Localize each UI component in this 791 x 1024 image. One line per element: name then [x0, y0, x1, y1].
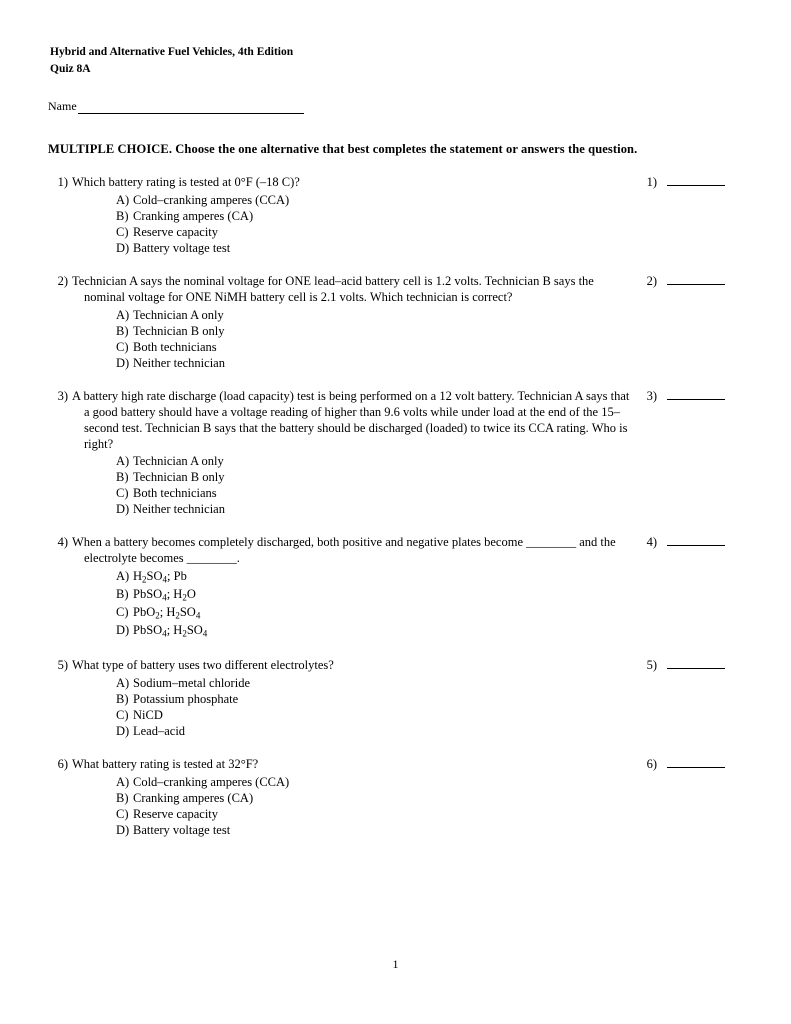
choice-option[interactable]: [116, 622, 637, 640]
choice-text: Sodium–metal chloride: [133, 676, 250, 691]
choice-text: Technician B only: [133, 470, 225, 485]
choice-label: D): [116, 241, 130, 256]
answer-number: 6): [646, 757, 657, 772]
choice-label: D): [116, 355, 130, 370]
choice-text: Neither technician: [133, 502, 225, 517]
question-stem: What battery rating is tested at 32°F?: [72, 757, 259, 772]
choice-text: Lead–acid: [133, 724, 186, 739]
choice-label: D): [116, 623, 130, 638]
choice-list: [116, 774, 637, 838]
choice-list: [116, 675, 637, 739]
choice-text: Both technicians: [133, 486, 217, 501]
answer-number: 1): [646, 175, 657, 190]
choice-option[interactable]: [116, 790, 637, 806]
choice-text: Both technicians: [133, 339, 217, 354]
name-label: Name: [48, 99, 77, 114]
choice-label: A): [116, 569, 130, 584]
choice-label: B): [116, 692, 129, 707]
choice-text: Potassium phosphate: [133, 692, 239, 707]
answer-blank-line[interactable]: [667, 757, 725, 768]
page-number: 1: [392, 957, 399, 971]
choice-option[interactable]: [116, 224, 637, 240]
choice-label: A): [116, 775, 130, 790]
answer-slot: [635, 274, 745, 289]
choice-list: [116, 192, 637, 256]
question-block: [46, 658, 745, 739]
choice-label: D): [116, 724, 130, 739]
choice-label: B): [116, 791, 129, 806]
question-number: 1): [57, 175, 68, 190]
choice-text: Battery voltage test: [133, 823, 231, 838]
choice-text: NiCD: [133, 708, 163, 723]
question-stem: When a battery becomes completely discharged, both positive and negative plates become ________ and the electrolyte becomes ________.: [72, 535, 616, 566]
choice-option[interactable]: [116, 355, 637, 371]
choice-option[interactable]: [116, 485, 637, 501]
question-stem: What type of battery uses two different electrolytes?: [72, 658, 334, 673]
question-number: 5): [57, 658, 68, 673]
choice-label: D): [116, 823, 130, 838]
question-block: [46, 175, 745, 256]
choice-text: PbO$_2$; $H_2SO_4$: [133, 605, 201, 621]
answer-slot: [635, 757, 745, 772]
choice-label: B): [116, 323, 129, 338]
question-number: 4): [57, 535, 68, 550]
choice-label: C): [116, 605, 129, 620]
choice-label: C): [116, 807, 129, 822]
choice-option[interactable]: [116, 501, 637, 517]
question-block: [46, 757, 745, 838]
name-input-line[interactable]: [78, 102, 304, 114]
choice-label: C): [116, 486, 129, 501]
choice-option[interactable]: [116, 469, 637, 485]
choice-text: Neither technician: [133, 355, 225, 370]
answer-number: 2): [646, 274, 657, 289]
question-stem: Technician A says the nominal voltage for ONE lead–acid battery cell is 1.2 volts. Technician B says the nominal voltage for ONE NiMH battery cell is 2.1 volts. Which technician is correct?: [72, 274, 594, 305]
answer-blank-line[interactable]: [667, 535, 725, 546]
choice-option[interactable]: [116, 453, 637, 469]
choice-label: C): [116, 339, 129, 354]
choice-text: Reserve capacity: [133, 225, 219, 240]
choice-option[interactable]: [116, 723, 637, 739]
choice-text: Cranking amperes (CA): [133, 209, 254, 224]
choice-text: PbSO$_4$; $H_2O$: [133, 587, 196, 603]
choice-option[interactable]: [116, 568, 637, 586]
question-body: [72, 274, 637, 371]
question-stem: Which battery rating is tested at 0°F (–18 C)?: [72, 175, 300, 190]
choice-text: Battery voltage test: [133, 241, 231, 256]
questions-list: [46, 175, 745, 838]
choice-label: C): [116, 225, 129, 240]
choice-option[interactable]: [116, 208, 637, 224]
document-header: [50, 44, 745, 77]
question-number: 2): [57, 274, 68, 289]
choice-text: Cranking amperes (CA): [133, 791, 254, 806]
choice-list: [116, 307, 637, 371]
choice-list: [116, 568, 637, 640]
choice-list: [116, 453, 637, 517]
choice-text: Cold–cranking amperes (CCA): [133, 775, 290, 790]
question-body: [72, 757, 637, 838]
question-block: [46, 535, 745, 640]
choice-option[interactable]: [116, 774, 637, 790]
answer-slot: [635, 658, 745, 673]
choice-text: Technician B only: [133, 323, 225, 338]
choice-option[interactable]: [116, 586, 637, 604]
choice-option[interactable]: [116, 339, 637, 355]
choice-option[interactable]: [116, 240, 637, 256]
choice-option[interactable]: [116, 691, 637, 707]
choice-option[interactable]: [116, 323, 637, 339]
question-block: [46, 389, 745, 518]
choice-text: Technician A only: [133, 454, 224, 469]
choice-text: Technician A only: [133, 307, 224, 322]
question-row: [46, 535, 745, 640]
choice-label: B): [116, 587, 129, 602]
choice-option[interactable]: [116, 192, 637, 208]
choice-text: Cold–cranking amperes (CCA): [133, 193, 290, 208]
choice-option[interactable]: [116, 822, 637, 838]
choice-label: B): [116, 209, 129, 224]
question-row: [46, 389, 745, 518]
answer-blank-line[interactable]: [667, 389, 725, 400]
question-body: [72, 535, 637, 640]
answer-blank-line[interactable]: [667, 658, 725, 669]
choice-label: B): [116, 470, 129, 485]
choice-text: PbSO$_4$; $H_2SO_4$: [133, 623, 208, 639]
answer-number: 5): [646, 658, 657, 673]
choice-text: $H_2SO_4$; Pb: [133, 569, 187, 585]
answer-number: 3): [646, 388, 657, 403]
choice-label: A): [116, 676, 130, 691]
choice-option[interactable]: [116, 604, 637, 622]
question-body: [72, 389, 637, 518]
choice-option[interactable]: [116, 707, 637, 723]
choice-label: A): [116, 454, 130, 469]
question-number: 3): [57, 388, 68, 403]
question-block: [46, 274, 745, 371]
answer-slot: [635, 175, 745, 190]
instructions-text: MULTIPLE CHOICE. Choose the one alternative that best completes the statement or answers the question.: [48, 142, 638, 157]
question-body: [72, 658, 637, 739]
answer-blank-line[interactable]: [667, 274, 725, 285]
answer-blank-line[interactable]: [667, 175, 725, 186]
question-body: [72, 175, 637, 256]
choice-label: A): [116, 307, 130, 322]
quiz-label: Quiz 8A: [50, 62, 91, 75]
choice-option[interactable]: [116, 806, 637, 822]
question-number: 6): [57, 757, 68, 772]
question-stem: A battery high rate discharge (load capacity) test is being performed on a 12 volt battery. Technician A says that a good battery should have a voltage reading of higher than 9.6 volts while under load at the end of the 15–second test. Technician B says that the battery should be discharged (loaded) to twice its CCA rating. Who is right?: [72, 388, 630, 451]
choice-label: D): [116, 502, 130, 517]
choice-option[interactable]: [116, 307, 637, 323]
choice-text: Reserve capacity: [133, 807, 219, 822]
choice-label: C): [116, 708, 129, 723]
book-title: Hybrid and Alternative Fuel Vehicles, 4th Edition: [50, 46, 294, 58]
name-field-row: [48, 99, 745, 114]
choice-label: A): [116, 193, 130, 208]
answer-number: 4): [646, 535, 657, 550]
choice-option[interactable]: [116, 675, 637, 691]
answer-slot: [635, 389, 745, 404]
answer-slot: [635, 535, 745, 550]
